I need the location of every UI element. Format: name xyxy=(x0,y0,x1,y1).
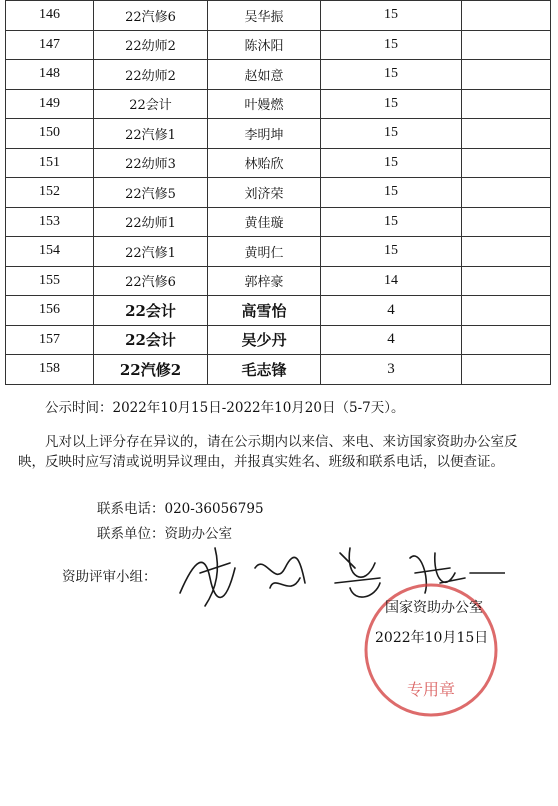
name-cell: 吴少丹 xyxy=(208,325,321,355)
table-row xyxy=(6,89,551,119)
class-cell: 22汽修2 xyxy=(94,355,208,385)
class-cell: 22会计 xyxy=(94,325,208,355)
blank-cell xyxy=(462,355,551,385)
blank-cell xyxy=(462,60,551,90)
name-cell: 赵如意 xyxy=(208,60,321,90)
row-number: 149 xyxy=(6,89,94,119)
name-cell: 李明坤 xyxy=(208,119,321,149)
row-number: 152 xyxy=(6,178,94,208)
row-number: 146 xyxy=(6,1,94,31)
row-number: 157 xyxy=(6,325,94,355)
row-number: 153 xyxy=(6,207,94,237)
class-cell: 22幼师1 xyxy=(94,207,208,237)
score-cell: 15 xyxy=(321,89,462,119)
class-cell: 22会计 xyxy=(94,296,208,326)
score-cell: 15 xyxy=(321,1,462,31)
row-number: 158 xyxy=(6,355,94,385)
class-cell: 22幼师2 xyxy=(94,60,208,90)
name-cell: 叶嫚燃 xyxy=(208,89,321,119)
issuing-office: 国家资助办公室 xyxy=(385,600,483,616)
row-number: 156 xyxy=(6,296,94,326)
blank-cell xyxy=(462,296,551,326)
name-cell: 黄佳璇 xyxy=(208,207,321,237)
name-cell: 黄明仁 xyxy=(208,237,321,267)
row-number: 151 xyxy=(6,148,94,178)
contact-unit: 联系单位：资助办公室 xyxy=(97,526,232,542)
row-number: 154 xyxy=(6,237,94,267)
score-cell: 3 xyxy=(321,355,462,385)
publicity-period: 公示时间：2022年10月15日-2022年10月20日（5-7天）。 xyxy=(45,400,405,416)
score-cell: 15 xyxy=(321,207,462,237)
blank-cell xyxy=(462,325,551,355)
score-cell: 15 xyxy=(321,60,462,90)
contact-phone: 联系电话：020-36056795 xyxy=(97,501,264,517)
table-row xyxy=(6,148,551,178)
score-cell: 15 xyxy=(321,237,462,267)
score-table xyxy=(5,0,551,385)
blank-cell xyxy=(462,148,551,178)
class-cell: 22汽修5 xyxy=(94,178,208,208)
row-number: 148 xyxy=(6,60,94,90)
blank-cell xyxy=(462,1,551,31)
table-row xyxy=(6,237,551,267)
score-cell: 15 xyxy=(321,119,462,149)
table-row xyxy=(6,207,551,237)
row-number: 150 xyxy=(6,119,94,149)
score-cell: 15 xyxy=(321,178,462,208)
table-row xyxy=(6,60,551,90)
score-cell: 14 xyxy=(321,266,462,296)
table-row xyxy=(6,1,551,31)
name-cell: 林贻欣 xyxy=(208,148,321,178)
review-group-label: 资助评审小组： xyxy=(62,569,157,585)
issue-date: 2022年10月15日 xyxy=(375,630,489,646)
class-cell: 22汽修1 xyxy=(94,119,208,149)
svg-text:专用章: 专用章 xyxy=(406,680,456,699)
class-cell: 22汽修1 xyxy=(94,237,208,267)
class-cell: 22幼师2 xyxy=(94,30,208,60)
table-row xyxy=(6,355,551,385)
name-cell: 高雪怡 xyxy=(208,296,321,326)
class-cell: 22会计 xyxy=(94,89,208,119)
row-number: 147 xyxy=(6,30,94,60)
table-row xyxy=(6,296,551,326)
objection-notice: 凡对以上评分存在异议的，请在公示期内以来信、来电、来访国家资助办公室反映，反映时应写清或说明异议理由，并报真实姓名、班级和联系电话，以便查证。 xyxy=(18,434,518,470)
name-cell: 刘济荣 xyxy=(208,178,321,208)
score-cell: 15 xyxy=(321,30,462,60)
name-cell: 毛志锋 xyxy=(208,355,321,385)
score-cell: 15 xyxy=(321,148,462,178)
table-row xyxy=(6,325,551,355)
table-row xyxy=(6,30,551,60)
name-cell: 吴华振 xyxy=(208,1,321,31)
class-cell: 22汽修6 xyxy=(94,1,208,31)
blank-cell xyxy=(462,237,551,267)
name-cell: 郭梓豪 xyxy=(208,266,321,296)
blank-cell xyxy=(462,30,551,60)
table-row xyxy=(6,178,551,208)
table-row xyxy=(6,119,551,149)
table-row xyxy=(6,266,551,296)
score-cell: 4 xyxy=(321,296,462,326)
class-cell: 22汽修6 xyxy=(94,266,208,296)
score-cell: 4 xyxy=(321,325,462,355)
blank-cell xyxy=(462,89,551,119)
row-number: 155 xyxy=(6,266,94,296)
blank-cell xyxy=(462,119,551,149)
blank-cell xyxy=(462,178,551,208)
name-cell: 陈沐阳 xyxy=(208,30,321,60)
blank-cell xyxy=(462,207,551,237)
class-cell: 22幼师3 xyxy=(94,148,208,178)
blank-cell xyxy=(462,266,551,296)
